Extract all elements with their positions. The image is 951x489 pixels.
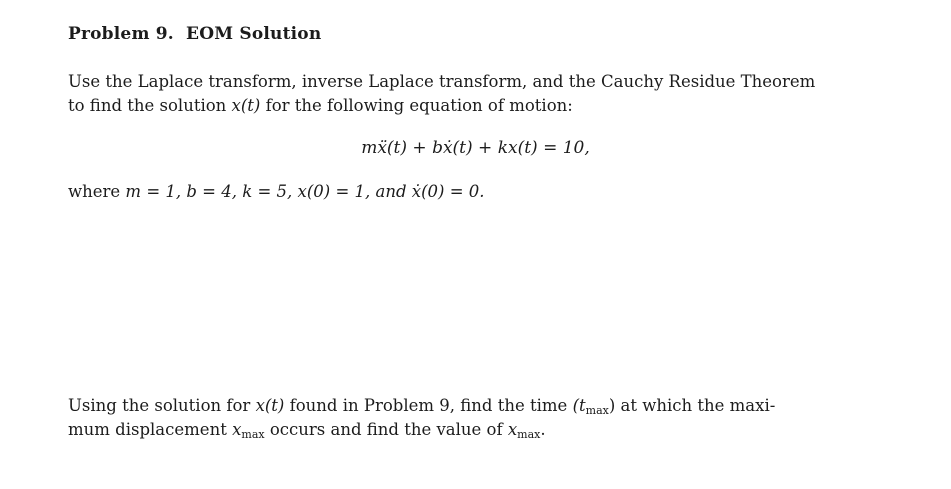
equation-text: mẍ(t) + bẋ(t) + kx(t) = 10, — [361, 138, 590, 158]
followup-period: . — [540, 420, 546, 439]
followup-line-1-c: at which the maxi- — [620, 396, 776, 415]
xmax-expression-2 — [508, 420, 546, 439]
solution-variable: x(t) — [231, 96, 261, 115]
xmax-expression — [232, 420, 265, 439]
conditions-prefix: where — [68, 182, 121, 201]
problem-label: Problem — [68, 24, 150, 44]
xmax-subscript: max — [241, 428, 265, 441]
intro-line-2-b: for the following equation of motion: — [265, 96, 573, 115]
tmax-subscript: max — [585, 404, 609, 417]
followup-line-2-b: occurs and find the value of — [269, 420, 503, 439]
intro-line-2-a: to find the solution — [68, 96, 227, 115]
followup-line-2 — [68, 418, 858, 442]
followup-line-1-b: found in Problem 9, find the time — [289, 396, 568, 415]
followup-paragraph — [68, 394, 858, 442]
intro-paragraph — [68, 70, 858, 118]
intro-line-2 — [68, 94, 858, 118]
tmax-symbol: (t — [572, 396, 586, 415]
xmax2-subscript: max — [517, 428, 541, 441]
followup-line-1-a: Using the solution for — [68, 396, 251, 415]
followup-solution-variable: x(t) — [255, 396, 285, 415]
problem-heading — [68, 24, 321, 44]
tmax-close: ) — [608, 396, 616, 415]
followup-line-2-a: mum displacement — [68, 420, 227, 439]
problem-number: 9. — [155, 24, 174, 44]
followup-line-1 — [68, 394, 858, 418]
equation-of-motion — [0, 138, 951, 158]
xmax-symbol: x — [232, 420, 242, 439]
problem-title: EOM Solution — [186, 24, 322, 44]
intro-line-1: Use the Laplace transform, inverse Laplace transform, and the Cauchy Residue Theorem — [68, 72, 816, 91]
conditions-values: m = 1, b = 4, k = 5, x(0) = 1, and ẋ(0) = 0. — [125, 182, 485, 201]
xmax2-symbol: x — [507, 420, 518, 439]
tmax-expression — [573, 396, 616, 415]
conditions-paragraph — [68, 180, 858, 204]
